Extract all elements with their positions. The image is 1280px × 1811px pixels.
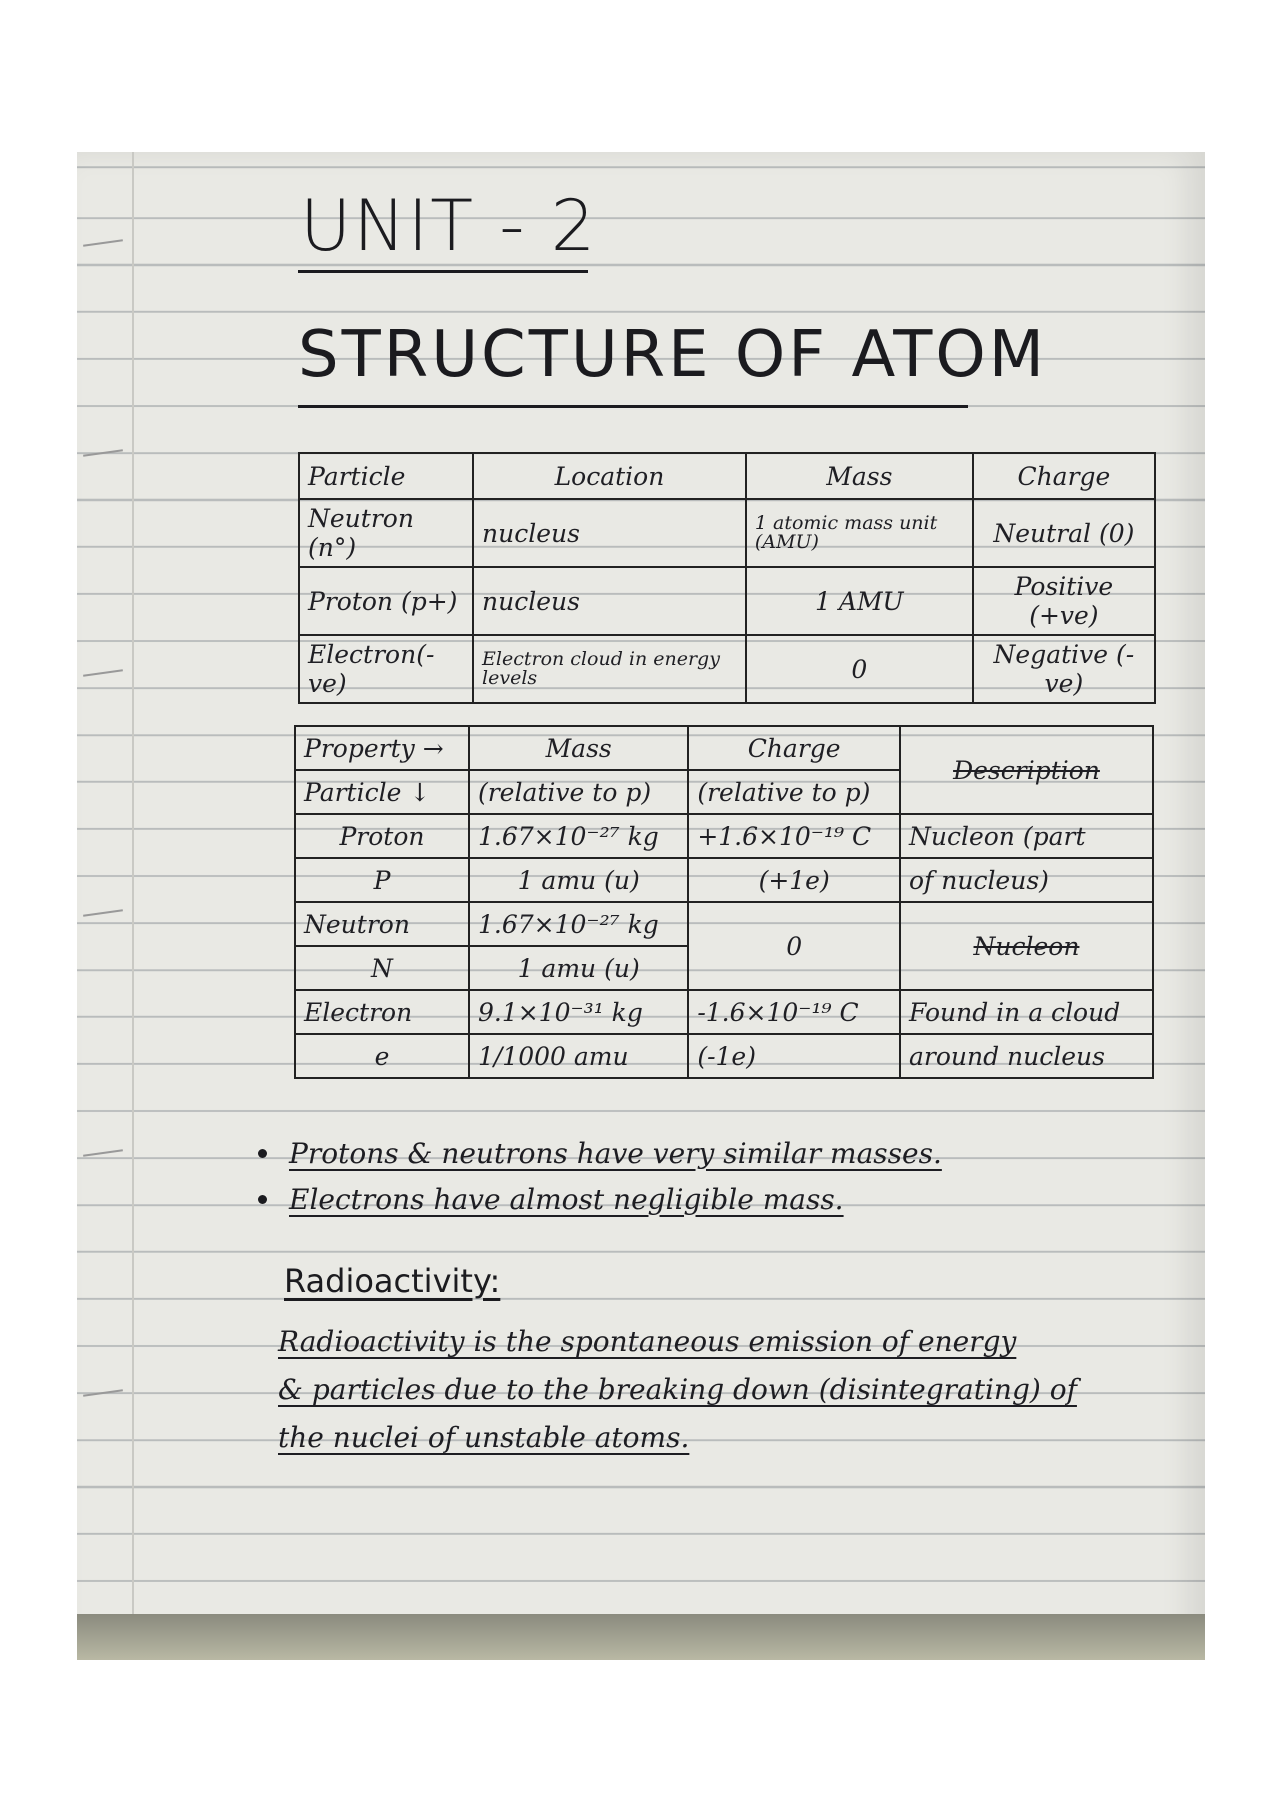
table-header-row [299,453,1155,499]
header-cell: Mass [746,453,973,499]
table-cell: Neutral (0) [973,499,1155,567]
bullet-icon [258,1149,267,1158]
bullet-text: Electrons have almost negligible mass. [289,1182,844,1216]
edge-mark [83,669,123,677]
table-cell: -1.6×10⁻¹⁹ C [688,990,900,1034]
definition-line: & particles due to the breaking down (disintegrating) of [278,1373,1077,1406]
edge-mark [83,449,123,457]
table-cell: 0 [688,902,900,990]
header-cell: Mass [469,726,688,770]
table-row [299,499,1155,567]
header-cell: Charge [688,726,900,770]
property-table [294,725,1154,1079]
table-cell: (-1e) [688,1034,900,1078]
table-cell: (+1e) [688,858,900,902]
table-cell: 9.1×10⁻³¹ kg [469,990,688,1034]
table-row [295,902,1153,946]
header-cell: Charge [973,453,1155,499]
topic-title: STRUCTURE OF ATOM [298,318,1047,392]
bullet-icon [258,1195,267,1204]
table-row [295,990,1153,1034]
definition-line: Radioactivity is the spontaneous emission of energy [278,1325,1017,1358]
header-cell: Property → [295,726,469,770]
table-cell: 1 amu (u) [469,858,688,902]
header-cell: (relative to p) [688,770,900,814]
list-item [258,1176,1138,1222]
header-cell: Description [900,726,1153,814]
table-cell: e [295,1034,469,1078]
unit-underline [298,270,588,273]
table-cell: Proton [295,814,469,858]
edge-mark [83,1389,123,1397]
table-row [299,567,1155,635]
radioactivity-definition [278,1318,1138,1462]
table-cell: Negative (-ve) [973,635,1155,703]
header-cell: (relative to p) [469,770,688,814]
header-cell: Location [473,453,746,499]
unit-title: UNIT - 2 [300,185,598,267]
table-cell: Electron(-ve) [299,635,473,703]
table-cell: 1.67×10⁻²⁷ kg [469,814,688,858]
table-cell: Neutron (n°) [299,499,473,567]
page-bottom-shadow [77,1614,1205,1660]
table-cell: 1 atomic mass unit (AMU) [746,499,973,567]
table-row [295,814,1153,858]
bullet-list [258,1130,1138,1222]
table-cell: Nucleon [900,902,1153,990]
margin-line [132,152,134,1660]
table-cell: 1/1000 amu [469,1034,688,1078]
header-cell: Particle [299,453,473,499]
bullet-text: Protons & neutrons have very similar masses. [289,1136,942,1170]
table-cell: 1 AMU [746,567,973,635]
list-item [258,1130,1138,1176]
table-cell: Neutron [295,902,469,946]
table-row [295,1034,1153,1078]
edge-mark [83,1149,123,1157]
table-row [295,858,1153,902]
table-cell: N [295,946,469,990]
table-cell: Positive (+ve) [973,567,1155,635]
header-cell: Particle ↓ [295,770,469,814]
table-header-row [295,726,1153,770]
definition-line: the nuclei of unstable atoms. [278,1421,690,1454]
table-cell: nucleus [473,567,746,635]
table-cell: +1.6×10⁻¹⁹ C [688,814,900,858]
table-cell: Nucleon (part [900,814,1153,858]
table-cell: of nucleus) [900,858,1153,902]
table-row [299,635,1155,703]
table-cell: Electron [295,990,469,1034]
table-cell: 0 [746,635,973,703]
particle-table [298,452,1156,704]
topic-underline [298,405,968,408]
table-cell: Electron cloud in energy levels [473,635,746,703]
table-cell: P [295,858,469,902]
radioactivity-heading: Radioactivity: [284,1262,501,1300]
edge-mark [83,909,123,917]
table-cell: Found in a cloud [900,990,1153,1034]
table-cell: around nucleus [900,1034,1153,1078]
table-cell: nucleus [473,499,746,567]
table-cell: 1.67×10⁻²⁷ kg [469,902,688,946]
table-cell: 1 amu (u) [469,946,688,990]
edge-mark [83,239,123,247]
table-cell: Proton (p+) [299,567,473,635]
